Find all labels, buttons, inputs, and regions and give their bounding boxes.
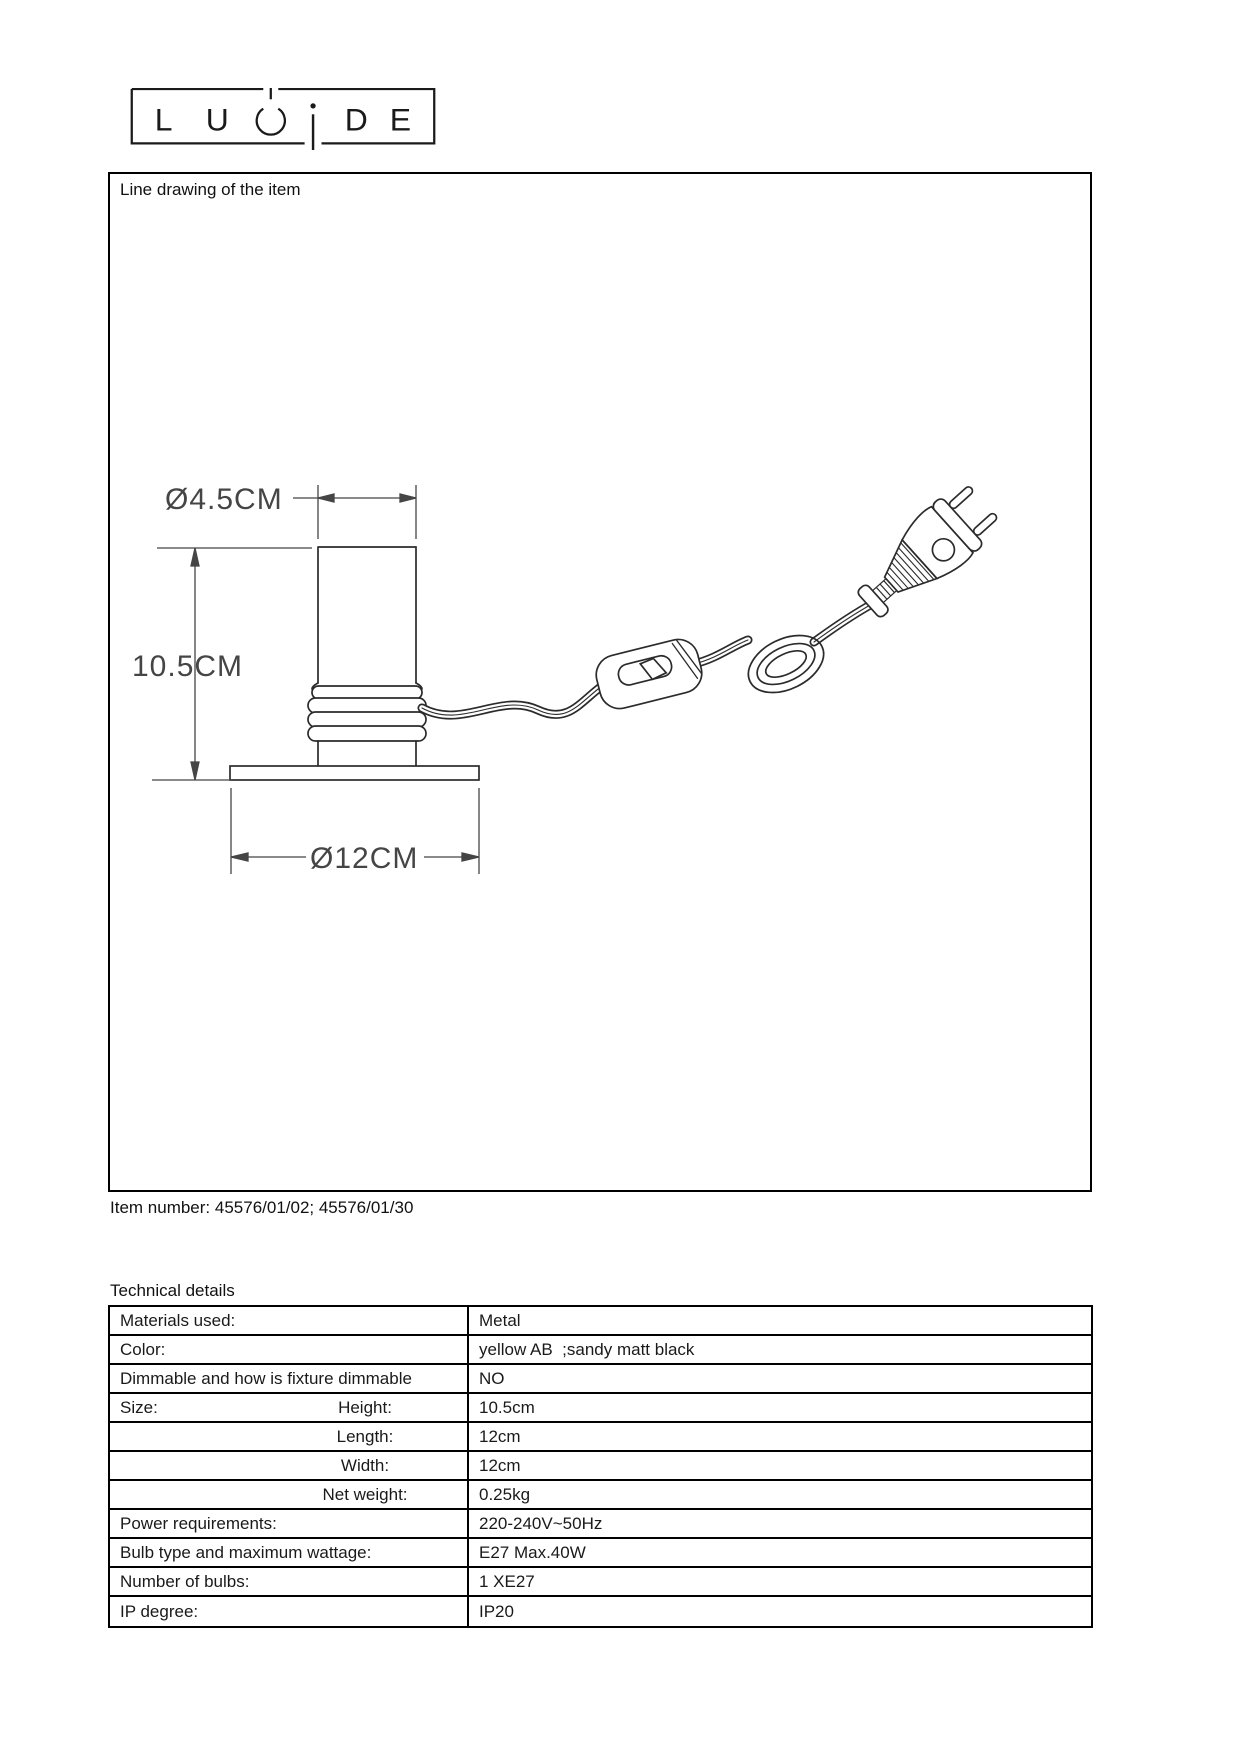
table-row-bulb-type	[110, 1539, 1091, 1568]
row-value: NO	[479, 1368, 505, 1388]
lamp-cylinder	[308, 547, 426, 766]
table-row-dimmable	[110, 1365, 1091, 1394]
row-value: 12cm	[479, 1426, 521, 1446]
logo-letter-u: U	[205, 101, 229, 138]
logo-letter-c	[257, 109, 285, 135]
row-sublabel: Length:	[336, 1426, 394, 1446]
table-row-bulb-count	[110, 1568, 1091, 1597]
row-label: Materials used:	[120, 1310, 236, 1330]
item-number-line: Item number: 45576/01/02; 45576/01/30	[110, 1198, 414, 1217]
table-row-power	[110, 1510, 1091, 1539]
row-label: Size:	[120, 1397, 158, 1417]
row-value: Metal	[479, 1310, 521, 1330]
row-value: IP20	[479, 1601, 514, 1621]
lucide-logo	[121, 88, 445, 150]
row-label: Bulb type and maximum wattage:	[120, 1542, 372, 1562]
logo-letter-i	[310, 103, 315, 150]
row-value: 1 XE27	[479, 1571, 535, 1591]
row-label: Dimmable and how is fixture dimmable	[120, 1368, 412, 1388]
drawing-box-label: Line drawing of the item	[120, 180, 301, 199]
dim-height-label: 10.5CM	[132, 650, 244, 683]
technical-details-heading: Technical details	[110, 1281, 235, 1300]
row-label: Number of bulbs:	[120, 1571, 250, 1591]
lamp-base-plate	[230, 766, 479, 780]
row-label: IP degree:	[120, 1601, 199, 1621]
table-row-net-weight	[110, 1481, 1091, 1510]
table-row-size-height	[110, 1394, 1091, 1423]
row-sublabel: Net weight:	[322, 1484, 408, 1504]
logo-letter-l: L	[154, 101, 173, 138]
row-label: Power requirements:	[120, 1513, 277, 1533]
row-sublabel: Width:	[340, 1455, 390, 1475]
power-plug	[846, 477, 1005, 629]
lamp-line-drawing	[110, 174, 1090, 1190]
row-value: yellow AB ;sandy matt black	[479, 1339, 695, 1359]
row-value: 10.5cm	[479, 1397, 535, 1417]
table-row-size-width	[110, 1452, 1091, 1481]
logo-letter-d: D	[344, 101, 368, 138]
table-row-color	[110, 1336, 1091, 1365]
row-value: 220-240V~50Hz	[479, 1513, 603, 1533]
line-drawing-box	[108, 172, 1092, 1192]
logo-letter-e: E	[389, 101, 412, 138]
row-value: 0.25kg	[479, 1484, 531, 1504]
dim-base-diameter-label: Ø12CM	[310, 842, 419, 875]
inline-switch	[592, 635, 706, 713]
table-row-size-length	[110, 1423, 1091, 1452]
table-row-ip-degree	[110, 1597, 1091, 1626]
row-value: 12cm	[479, 1455, 521, 1475]
technical-details-table	[108, 1305, 1093, 1628]
row-label: Color:	[120, 1339, 166, 1359]
row-sublabel: Height:	[338, 1397, 392, 1417]
row-value: E27 Max.40W	[479, 1542, 586, 1562]
dim-top-diameter-label: Ø4.5CM	[165, 483, 283, 516]
table-row-materials	[110, 1307, 1091, 1336]
